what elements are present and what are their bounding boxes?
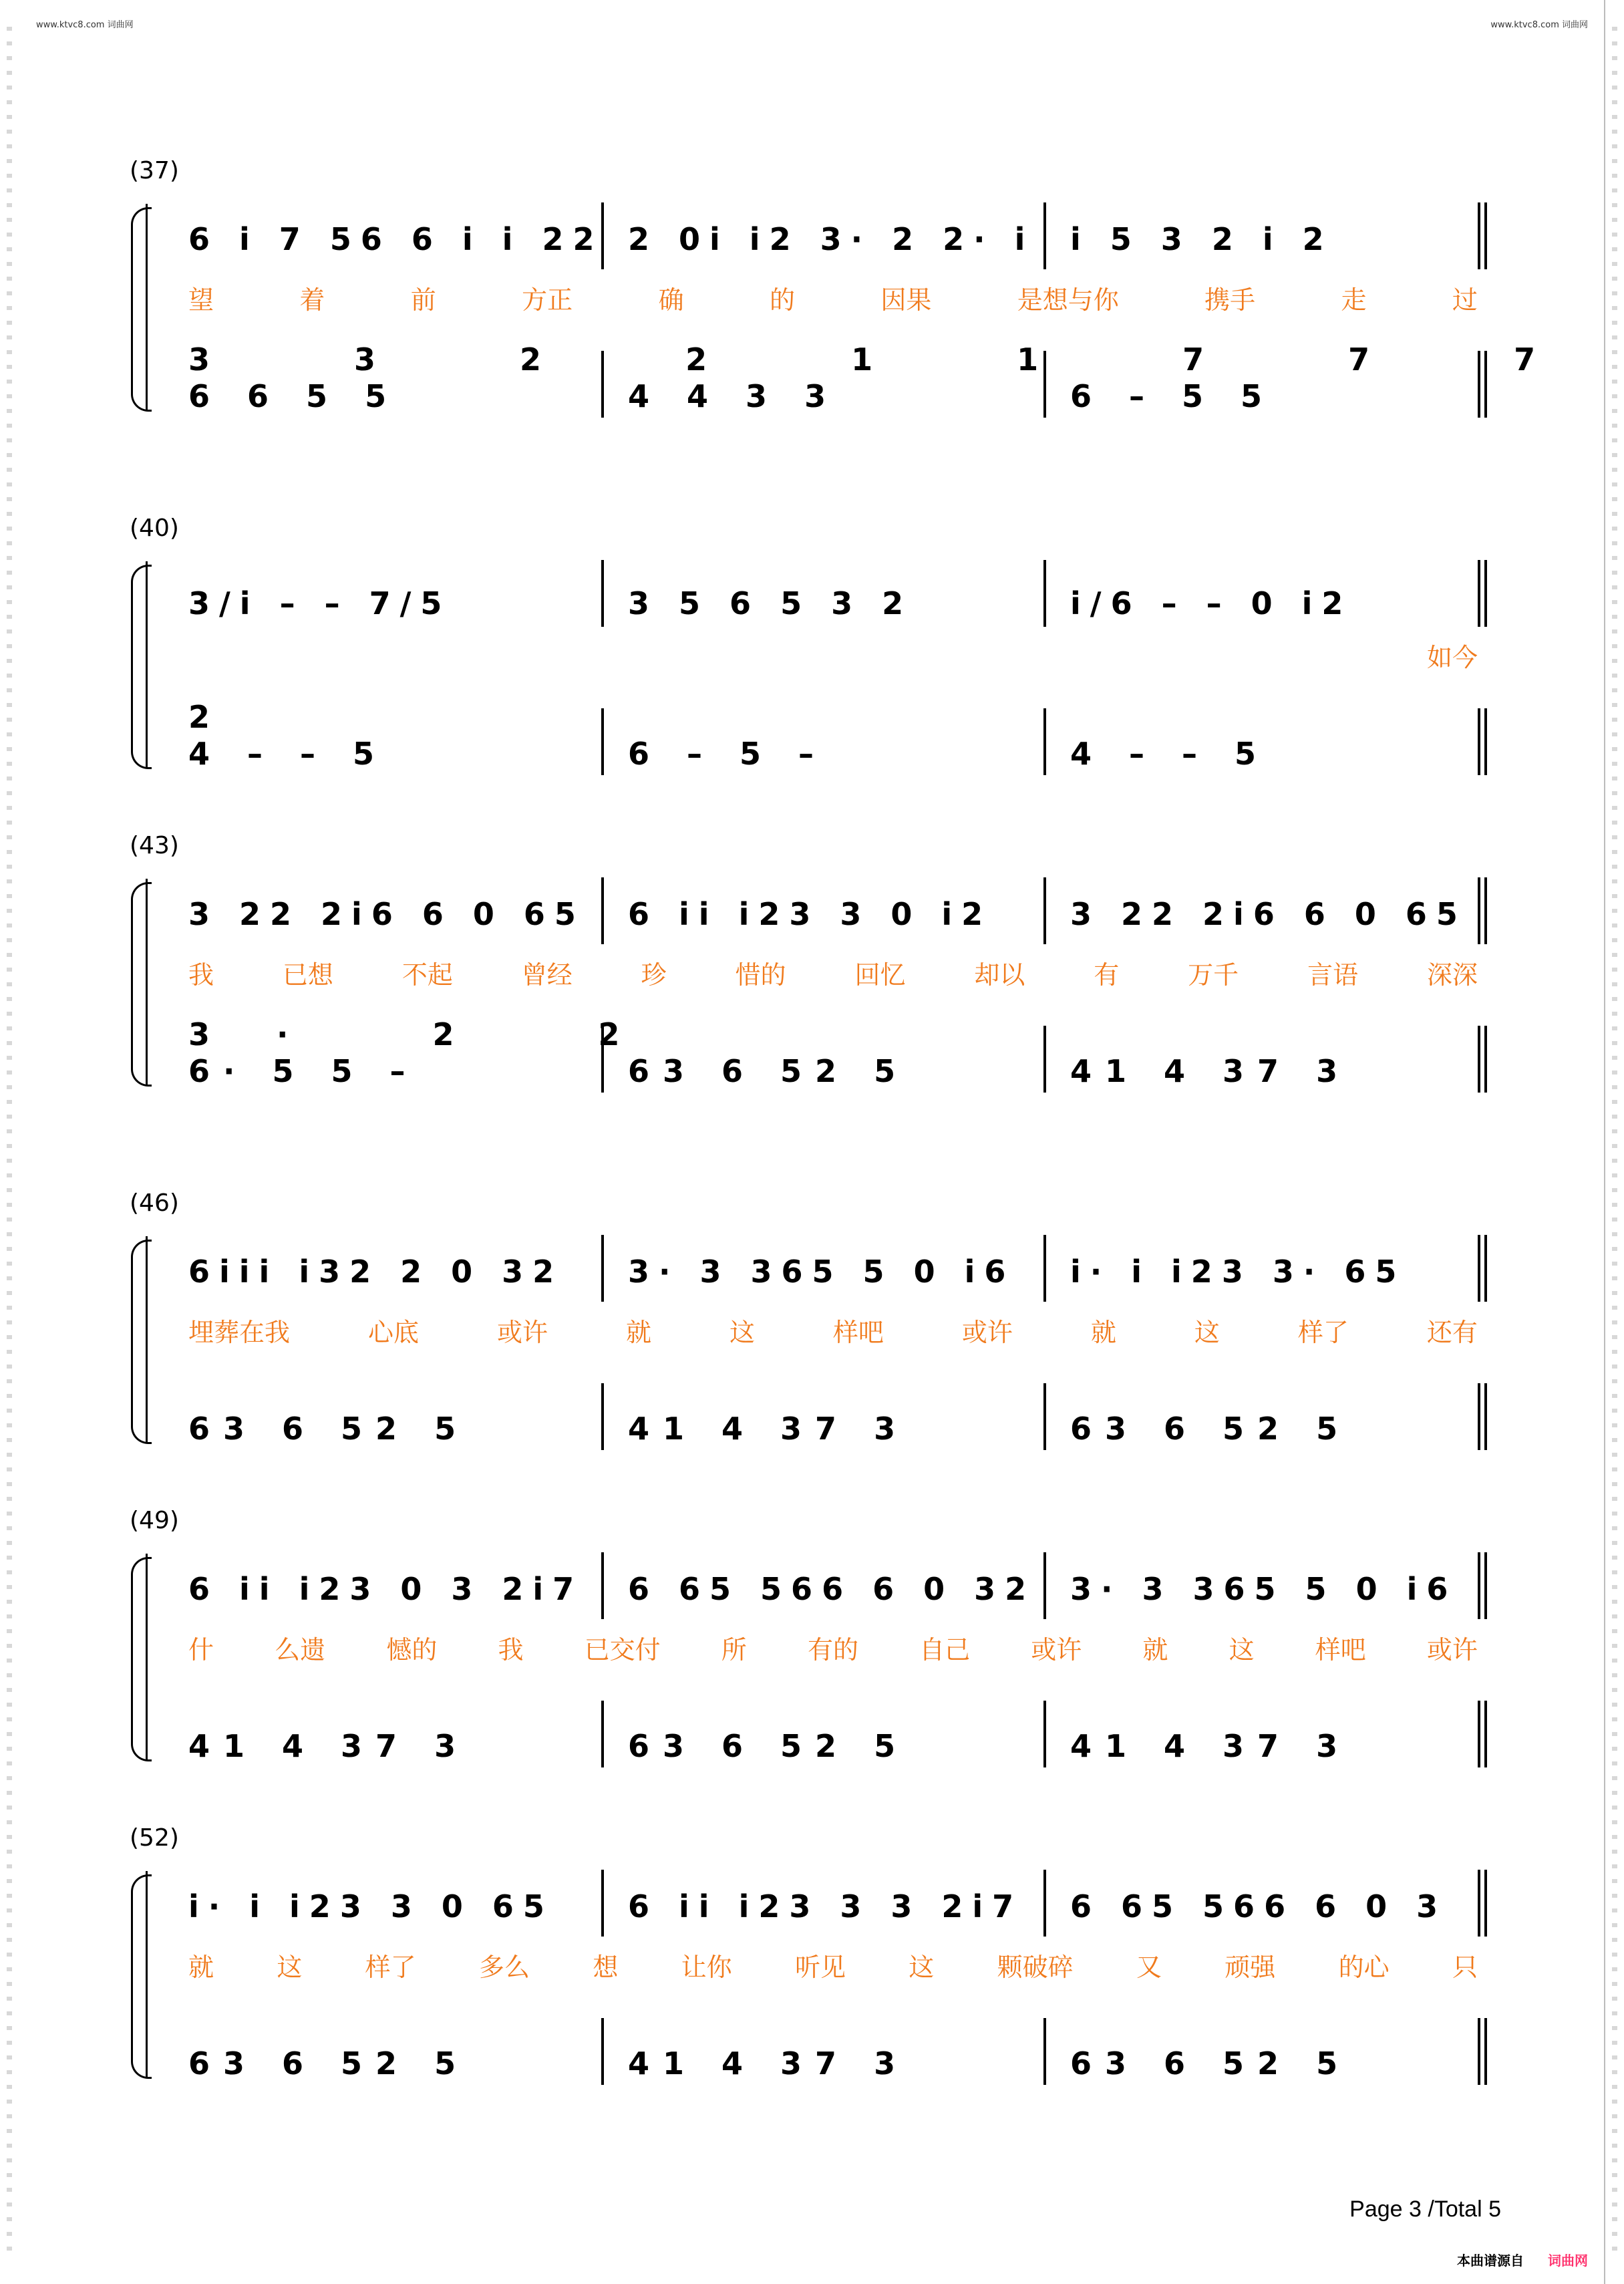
lyric-word: 方正 bbox=[522, 285, 573, 315]
lyric-word: 或许 bbox=[1031, 1635, 1082, 1665]
lyric-word: 埋葬在我 bbox=[188, 1318, 291, 1347]
barline bbox=[1484, 202, 1487, 269]
lyric-word: 就 bbox=[1142, 1635, 1168, 1665]
lyric-word: 样吧 bbox=[1315, 1635, 1366, 1665]
bass-notes: 6· 5 5 – bbox=[188, 1053, 419, 1089]
barline bbox=[1484, 877, 1487, 944]
lyric-word: 颗破碎 bbox=[997, 1953, 1074, 1982]
barline bbox=[1478, 1026, 1480, 1093]
lyric-word: 曾经 bbox=[521, 960, 573, 990]
melody-notes: 3· 3 365 5 0 i6 bbox=[1070, 1571, 1458, 1607]
bass-notes: 41 4 37 3 bbox=[1070, 1053, 1351, 1089]
source-site: 词曲网 bbox=[1548, 2253, 1588, 2269]
lyric-word: 这 bbox=[1194, 1318, 1220, 1347]
barline bbox=[601, 1235, 604, 1302]
barline bbox=[601, 560, 604, 627]
bass-notes: 63 6 52 5 bbox=[188, 1411, 470, 1447]
system-brace bbox=[131, 565, 152, 769]
lyric-word: 所 bbox=[721, 1635, 747, 1665]
lyric-word: 着 bbox=[299, 285, 325, 315]
lyric-word: 回忆 bbox=[854, 960, 906, 990]
lyric-word: 这 bbox=[729, 1318, 755, 1347]
melody-notes: 6 ii i23 3 0 i2 bbox=[628, 896, 993, 932]
score-system bbox=[0, 1824, 1624, 2105]
lyric-word: 携手 bbox=[1204, 285, 1256, 315]
barline bbox=[1484, 2018, 1487, 2085]
system-brace bbox=[131, 882, 152, 1087]
lyric-word: 顽强 bbox=[1225, 1953, 1276, 1982]
lyric-word: 不起 bbox=[401, 960, 453, 990]
lyric-word: 确 bbox=[658, 285, 684, 315]
lyric-word: 我 bbox=[498, 1635, 524, 1665]
system-brace bbox=[131, 1240, 152, 1444]
melody-notes: 3 22 2i6 6 0 65 bbox=[188, 896, 585, 932]
lyrics-line bbox=[188, 287, 1478, 313]
lyric-word: 是想与你 bbox=[1017, 285, 1119, 315]
score-system bbox=[0, 832, 1624, 1113]
barline bbox=[1043, 1235, 1046, 1302]
score-system bbox=[0, 1507, 1624, 1788]
bass-notes: 6 – 5 – bbox=[628, 736, 828, 772]
bass-notes: 41 4 37 3 bbox=[1070, 1728, 1351, 1764]
bass-notes: 41 4 37 3 bbox=[628, 1411, 909, 1447]
site-header-right: www.ktvc8.com 词曲网 bbox=[1490, 20, 1588, 30]
barline bbox=[1043, 1870, 1046, 1937]
lyrics-line bbox=[188, 1320, 1478, 1345]
melody-notes: 6 i 7 56 6 i i 22 bbox=[188, 221, 604, 257]
barline bbox=[1484, 1235, 1487, 1302]
lyric-word: 走 bbox=[1341, 285, 1367, 315]
barline bbox=[1043, 877, 1046, 944]
lyric-word: 万千 bbox=[1188, 960, 1239, 990]
score-system bbox=[0, 157, 1624, 438]
barline bbox=[1484, 708, 1487, 775]
lyric-word: 的 bbox=[769, 285, 795, 315]
site-header-left: www.ktvc8.com 词曲网 bbox=[36, 20, 134, 30]
barline bbox=[1484, 1383, 1487, 1450]
lyric-word: 让你 bbox=[681, 1953, 732, 1982]
bass-notes: 6 – 5 5 bbox=[1070, 378, 1276, 414]
barline bbox=[1478, 2018, 1480, 2085]
harmony-notes: 3 3 2 2 1 1 7 7 7 bbox=[188, 341, 1603, 378]
melody-notes: i/6 – – 0 i2 bbox=[1070, 585, 1353, 621]
lyric-word: 已想 bbox=[282, 960, 333, 990]
bass-notes: 4 – – 5 bbox=[188, 736, 388, 772]
lyric-word: 样了 bbox=[1297, 1318, 1349, 1347]
melody-notes: 3/i – – 7/5 bbox=[188, 585, 452, 621]
melody-notes: 2 0i i2 3· 2 2· i bbox=[628, 221, 1035, 257]
barline bbox=[1484, 1870, 1487, 1937]
measure-number: (52) bbox=[130, 1824, 179, 1852]
barline bbox=[1478, 560, 1480, 627]
barline bbox=[1478, 877, 1480, 944]
lyric-word: 或许 bbox=[1426, 1635, 1478, 1665]
measure-number: (43) bbox=[130, 832, 179, 859]
score-system bbox=[0, 1189, 1624, 1470]
melody-notes: 6 ii i23 3 3 2i7 bbox=[628, 1888, 1023, 1924]
lyric-word: 或许 bbox=[961, 1318, 1013, 1347]
barline bbox=[1484, 560, 1487, 627]
lyric-word: 我 bbox=[188, 960, 214, 990]
lyric-word: 样了 bbox=[365, 1953, 416, 1982]
page-number: Page 3 /Total 5 bbox=[1349, 2196, 1501, 2222]
system-brace bbox=[131, 1874, 152, 2079]
bass-notes: 63 6 52 5 bbox=[628, 1053, 909, 1089]
bass-notes: 6 6 5 5 bbox=[188, 378, 400, 414]
lyric-word: 么遗 bbox=[275, 1635, 326, 1665]
lyric-word: 惜的 bbox=[735, 960, 786, 990]
lyric-word: 这 bbox=[909, 1953, 935, 1982]
lyric-word: 却以 bbox=[974, 960, 1025, 990]
bass-notes: 63 6 52 5 bbox=[1070, 2045, 1351, 2082]
lyrics-line bbox=[188, 645, 1478, 670]
lyric-word: 深深 bbox=[1426, 960, 1478, 990]
barline bbox=[1043, 708, 1046, 775]
lyric-word: 憾的 bbox=[386, 1635, 438, 1665]
melody-notes: 3· 3 365 5 0 i6 bbox=[628, 1254, 1015, 1290]
melody-notes: 3 5 6 5 3 2 bbox=[628, 585, 913, 621]
lyric-word: 听见 bbox=[794, 1953, 846, 1982]
lyric-word: 前 bbox=[410, 285, 436, 315]
barline bbox=[1043, 1701, 1046, 1767]
bass-notes: 63 6 52 5 bbox=[628, 1728, 909, 1764]
lyric-word: 珍 bbox=[641, 960, 667, 990]
melody-notes: i 5 3 2 i 2 bbox=[1070, 221, 1333, 257]
barline bbox=[1478, 708, 1480, 775]
measure-number: (46) bbox=[130, 1189, 179, 1217]
lyric-word: 心底 bbox=[367, 1318, 419, 1347]
melody-notes: 3 22 2i6 6 0 65 bbox=[1070, 896, 1467, 932]
lyric-word: 过 bbox=[1452, 285, 1478, 315]
barline bbox=[601, 1870, 604, 1937]
barline bbox=[601, 1552, 604, 1619]
lyrics-line bbox=[188, 1955, 1478, 1980]
melody-notes: 6 65 566 6 0 32 bbox=[628, 1571, 1036, 1607]
barline bbox=[1043, 1383, 1046, 1450]
lyric-word: 只 bbox=[1452, 1953, 1478, 1982]
barline bbox=[601, 877, 604, 944]
barline bbox=[1043, 2018, 1046, 2085]
system-brace bbox=[131, 207, 152, 412]
bass-notes: 63 6 52 5 bbox=[1070, 1411, 1351, 1447]
barline bbox=[1043, 202, 1046, 269]
lyric-word: 这 bbox=[277, 1953, 303, 1982]
lyric-word: 因果 bbox=[880, 285, 932, 315]
lyric-word: 望 bbox=[188, 285, 214, 315]
lyric-word: 或许 bbox=[496, 1318, 548, 1347]
lyric-word: 的心 bbox=[1338, 1953, 1390, 1982]
source-label: 本曲谱源自 bbox=[1457, 2253, 1524, 2269]
melody-notes: 6 ii i23 0 3 2i7 bbox=[188, 1571, 584, 1607]
harmony-notes: 3· 2 2 bbox=[188, 1016, 687, 1052]
measure-number: (49) bbox=[130, 1507, 179, 1534]
barline bbox=[601, 1701, 604, 1767]
barline bbox=[601, 1383, 604, 1450]
measure-number: (37) bbox=[130, 157, 179, 184]
lyrics-line bbox=[188, 962, 1478, 988]
lyric-word: 已交付 bbox=[584, 1635, 661, 1665]
lyrics-line bbox=[188, 1637, 1478, 1663]
score-system bbox=[0, 515, 1624, 795]
lyric-word: 什 bbox=[188, 1635, 214, 1665]
bass-notes: 63 6 52 5 bbox=[188, 2045, 470, 2082]
barline bbox=[1043, 1026, 1046, 1093]
barline bbox=[1478, 1552, 1480, 1619]
barline bbox=[1478, 1383, 1480, 1450]
lyric-word: 就 bbox=[625, 1318, 651, 1347]
bass-notes: 41 4 37 3 bbox=[188, 1728, 470, 1764]
melody-notes: i· i i23 3· 65 bbox=[1070, 1254, 1406, 1290]
lyric-word: 自己 bbox=[919, 1635, 971, 1665]
harmony-notes: 2 bbox=[188, 699, 277, 735]
barline bbox=[1478, 1701, 1480, 1767]
lyric-word: 如今 bbox=[1426, 643, 1478, 672]
lyric-word: 言语 bbox=[1307, 960, 1359, 990]
system-brace bbox=[131, 1557, 152, 1761]
barline bbox=[1043, 560, 1046, 627]
melody-notes: 6 65 566 6 0 3 bbox=[1070, 1888, 1448, 1924]
barline bbox=[1478, 1870, 1480, 1937]
bass-notes: 4 – – 5 bbox=[1070, 736, 1270, 772]
lyric-word: 有的 bbox=[807, 1635, 858, 1665]
barline bbox=[1043, 1552, 1046, 1619]
bass-notes: 4 4 3 3 bbox=[628, 378, 840, 414]
lyric-word: 有 bbox=[1094, 960, 1120, 990]
barline bbox=[1478, 202, 1480, 269]
barline bbox=[1484, 1026, 1487, 1093]
lyric-word: 就 bbox=[188, 1953, 214, 1982]
lyric-word: 想 bbox=[593, 1953, 619, 1982]
barline bbox=[1478, 1235, 1480, 1302]
barline bbox=[601, 708, 604, 775]
lyric-word: 样吧 bbox=[832, 1318, 884, 1347]
lyric-word: 又 bbox=[1136, 1953, 1162, 1982]
barline bbox=[1484, 1552, 1487, 1619]
bass-notes: 41 4 37 3 bbox=[628, 2045, 909, 2082]
lyric-word: 这 bbox=[1229, 1635, 1255, 1665]
lyric-word: 多么 bbox=[478, 1953, 530, 1982]
barline bbox=[601, 2018, 604, 2085]
barline bbox=[1484, 1701, 1487, 1767]
melody-notes: i· i i23 3 0 65 bbox=[188, 1888, 554, 1924]
lyric-word: 就 bbox=[1090, 1318, 1116, 1347]
melody-notes: 6iii i32 2 0 32 bbox=[188, 1254, 564, 1290]
measure-number: (40) bbox=[130, 515, 179, 542]
lyric-word: 还有 bbox=[1426, 1318, 1478, 1347]
